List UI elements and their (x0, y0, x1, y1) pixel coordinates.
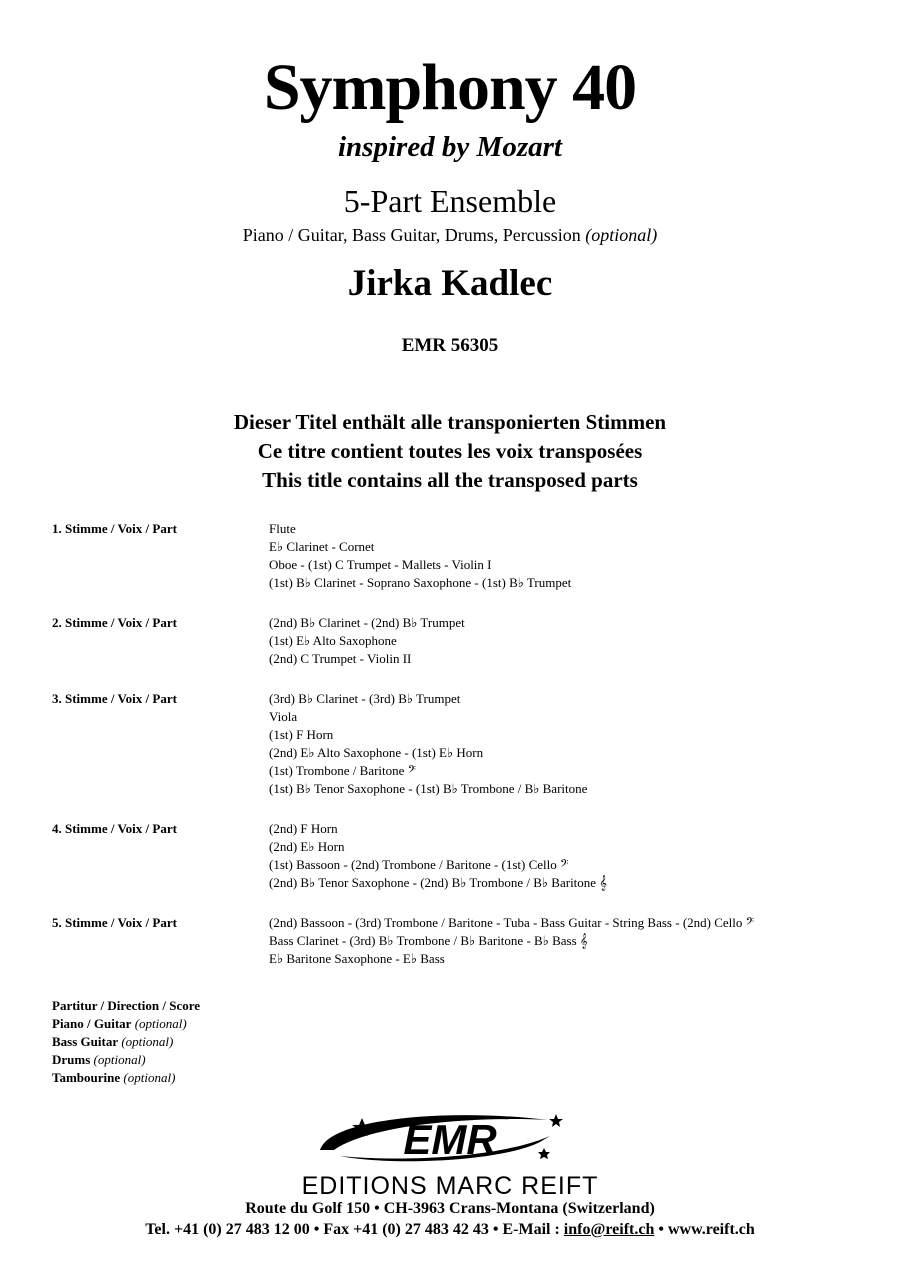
instrument-line: (3rd) B♭ Clarinet - (3rd) B♭ Trumpet (269, 691, 461, 706)
emr-logo-graphic (300, 1106, 600, 1170)
extra-note: (optional) (121, 1034, 174, 1049)
instrumentation-list: Piano / Guitar, Bass Guitar, Drums, Percussion (242, 225, 581, 245)
extra-item-tambourine (52, 1069, 200, 1087)
email-link[interactable]: info@reift.ch (563, 1221, 655, 1238)
notice-french: Ce titre contient toutes les voix transposées (257, 439, 643, 463)
website-link[interactable]: • www.reift.ch (654, 1221, 755, 1238)
part-label: 3. Stimme / Voix / Part (52, 691, 177, 706)
instrument-line: (2nd) B♭ Tenor Saxophone - (2nd) B♭ Trombone / B♭ Baritone 𝄞 (269, 875, 607, 890)
extra-note: (optional) (134, 1016, 187, 1031)
notice-german: Dieser Titel enthält alle transponierten Stimmen (233, 410, 667, 434)
extra-item-piano-guitar (52, 1015, 200, 1033)
ensemble-type: 5-Part Ensemble (343, 183, 557, 219)
instrument-line: (1st) Bassoon - (2nd) Trombone / Baritone - (1st) Cello 𝄢 (269, 857, 569, 872)
extra-item-bass-guitar (52, 1033, 200, 1051)
contact-phone-fax: Tel. +41 (0) 27 483 12 00 • Fax +41 (0) 27 483 42 43 • E-Mail : (145, 1221, 564, 1238)
instrument-line: E♭ Baritone Saxophone - E♭ Bass (269, 951, 445, 966)
subtitle: inspired by Mozart (338, 131, 562, 163)
publisher-name: EDITIONS MARC REIFT (301, 1172, 599, 1200)
instrument-line: Bass Clarinet - (3rd) B♭ Trombone / B♭ Baritone - B♭ Bass 𝄞 (269, 933, 588, 948)
extra-label: Partitur / Direction / Score (52, 998, 201, 1013)
part-instruments (269, 690, 587, 798)
page-title: Symphony 40 (263, 51, 637, 124)
extra-note: (optional) (123, 1070, 176, 1085)
instrument-line: (2nd) E♭ Alto Saxophone - (1st) E♭ Horn (269, 745, 484, 760)
instrument-line: (2nd) E♭ Horn (269, 839, 345, 854)
extra-item-score (52, 997, 200, 1015)
instrument-line: (1st) Trombone / Baritone 𝄢 (269, 763, 417, 778)
star-icon (538, 1148, 550, 1159)
emr-logo (300, 1106, 600, 1170)
logo-text: EMR (403, 1116, 497, 1163)
extra-label: Piano / Guitar (52, 1016, 132, 1031)
composer-name: Jirka Kadlec (347, 263, 553, 304)
instrument-line: Oboe - (1st) C Trumpet - Mallets - Violin I (269, 557, 492, 572)
part-instruments (269, 520, 571, 592)
extra-label: Bass Guitar (52, 1034, 119, 1049)
part-label: 2. Stimme / Voix / Part (52, 615, 177, 630)
instrument-line: Viola (269, 709, 298, 724)
publisher-contact (0, 1220, 900, 1240)
instrument-line: E♭ Clarinet - Cornet (269, 539, 375, 554)
additional-parts (52, 997, 200, 1087)
instrument-line: (1st) B♭ Clarinet - Soprano Saxophone - (1st) B♭ Trumpet (269, 575, 572, 590)
instrument-line: Flute (269, 521, 296, 536)
instrumentation-optional-note: (optional) (585, 225, 658, 245)
extra-note: (optional) (93, 1052, 146, 1067)
extra-label: Tambourine (52, 1070, 121, 1085)
part-instruments (269, 914, 754, 968)
extra-item-drums (52, 1051, 200, 1069)
part-label: 1. Stimme / Voix / Part (52, 521, 177, 536)
extra-label: Drums (52, 1052, 91, 1067)
instrument-line: (2nd) Bassoon - (3rd) Trombone / Baritone - Tuba - Bass Guitar - String Bass - (2nd) Cello 𝄢 (269, 915, 754, 930)
publisher-address: Route du Golf 150 • CH-3963 Crans-Montana (Switzerland) (245, 1200, 655, 1217)
part-instruments (269, 614, 465, 668)
part-label: 4. Stimme / Voix / Part (52, 821, 177, 836)
instrument-line: (2nd) F Horn (269, 821, 338, 836)
star-icon (549, 1114, 563, 1127)
catalog-number: EMR 56305 (401, 335, 499, 356)
instrumentation (0, 224, 900, 246)
instrument-line: (2nd) C Trumpet - Violin II (269, 651, 412, 666)
part-label: 5. Stimme / Voix / Part (52, 915, 177, 930)
instrument-line: (2nd) B♭ Clarinet - (2nd) B♭ Trumpet (269, 615, 465, 630)
instrument-line: (1st) B♭ Tenor Saxophone - (1st) B♭ Trombone / B♭ Baritone (269, 781, 588, 796)
instrument-line: (1st) F Horn (269, 727, 334, 742)
part-instruments (269, 820, 607, 892)
instrument-line: (1st) E♭ Alto Saxophone (269, 633, 397, 648)
notice-english: This title contains all the transposed parts (262, 468, 638, 492)
